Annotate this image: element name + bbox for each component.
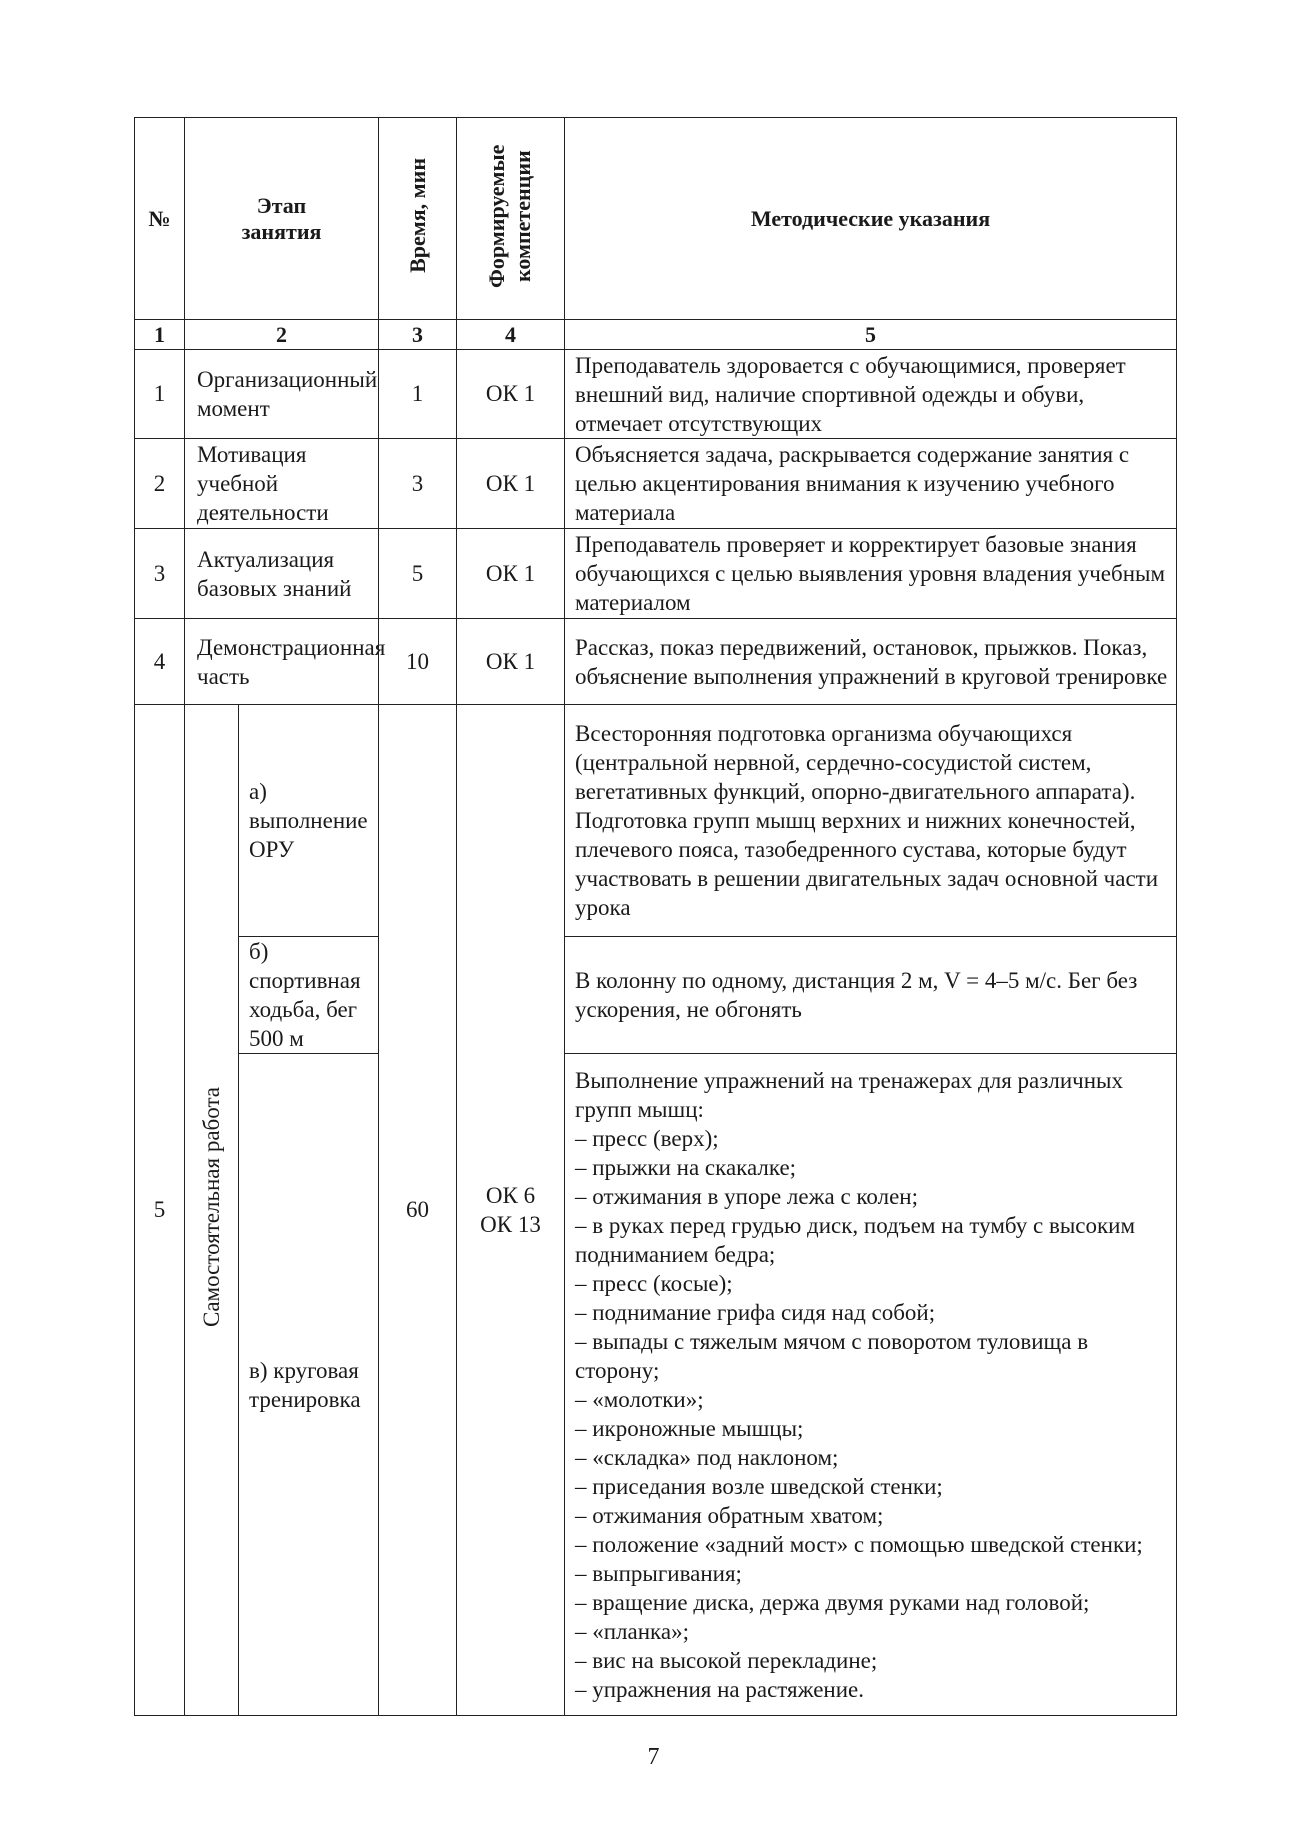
list-item: – «молотки»;: [575, 1386, 704, 1412]
subrow-guidelines: Всесторонняя подготовка организма обучающихся (центральной нервной, сердечно-сосудистой систем, вегетативных функций, опорно-двигательного аппарата). Подготовка групп мышц верхних и нижних конечностей, плечевого пояса, тазобедренного сустава, которые будут участвовать в решении двигательных задач основной части урока: [565, 705, 1177, 937]
row-time: 10: [379, 619, 457, 705]
table-row: [135, 529, 1177, 619]
list-item: – отжимания обратным хватом;: [575, 1502, 884, 1528]
row-competencies: ОК 1: [457, 439, 565, 529]
subrow-stage: а) выполнение ОРУ: [239, 705, 379, 937]
list-item: – вис на высокой перекладине;: [575, 1647, 878, 1673]
list-item: – положение «задний мост» с помощью шведской стенки;: [575, 1531, 1143, 1557]
list-item: – прыжки на скакалке;: [575, 1154, 797, 1180]
list-item: – «складка» под наклоном;: [575, 1444, 839, 1470]
list-item: – пресс (косые);: [575, 1270, 733, 1296]
list-item: – отжимания в упоре лежа с колен;: [575, 1183, 918, 1209]
list-item: – поднимание грифа сидя над собой;: [575, 1299, 936, 1325]
stage-group-text: Самостоятельная работа: [198, 1087, 224, 1327]
table-row: [135, 619, 1177, 705]
table-subrow: [135, 937, 1177, 1054]
subrow-stage: б) спортивная ходьба, бег 500 м: [239, 937, 379, 1054]
row-stage: Мотивация учебной деятельности: [185, 439, 379, 529]
table-row: [135, 350, 1177, 439]
row-time: 60: [379, 705, 457, 1716]
header-stage: [185, 118, 379, 320]
row-time: 3: [379, 439, 457, 529]
page-number: 7: [647, 1744, 660, 1770]
list-item: – в руках перед грудью диск, подъем на тумбу с высоким подниманием бедра;: [575, 1212, 1136, 1267]
list-item: – вращение диска, держа двумя руками над головой;: [575, 1589, 1090, 1615]
list-item: – «планка»;: [575, 1618, 689, 1644]
row-stage: Демонстрационная часть: [185, 619, 379, 705]
row-competencies: ОК 1: [457, 619, 565, 705]
header-competencies-text: Формируемые компетенции: [483, 143, 535, 288]
column-number-4: 4: [457, 320, 565, 350]
header-time: [379, 118, 457, 320]
table-row: [135, 705, 1177, 937]
list-item: – выпады с тяжелым мячом с поворотом туловища в сторону;: [575, 1328, 1089, 1383]
table-subrow: [135, 1054, 1177, 1716]
table-row: [135, 439, 1177, 529]
row-guidelines: Преподаватель здоровается с обучающимися, проверяет внешний вид, наличие спортивной одежды и обуви, отмечает отсутствующих: [565, 350, 1177, 439]
column-number-row: [135, 320, 1177, 350]
subrow-guidelines: [565, 1054, 1177, 1716]
column-number-5: 5: [565, 320, 1177, 350]
header-time-text: Время, мин: [404, 158, 430, 273]
row-stage-group: [185, 705, 239, 1716]
row-guidelines: Преподаватель проверяет и корректирует базовые знания обучающихся с целью выявления уровня владения учебным материалом: [565, 529, 1177, 619]
header-num: №: [135, 118, 185, 320]
lesson-plan-table: [134, 117, 1177, 1716]
row-competencies: ОК 1: [457, 350, 565, 439]
row-time: 1: [379, 350, 457, 439]
subrow-stage: в) круговая тренировка: [239, 1054, 379, 1716]
header-competencies: [457, 118, 565, 320]
column-number-3: 3: [379, 320, 457, 350]
competency-line: ОК 13: [480, 1212, 541, 1237]
header-row: [135, 118, 1177, 320]
list-item: – приседания возле шведской стенки;: [575, 1473, 943, 1499]
column-number-1: 1: [135, 320, 185, 350]
row-time: 5: [379, 529, 457, 619]
row-competencies: [457, 705, 565, 1716]
exercise-intro: Выполнение упражнений на тренажерах для различных групп мышц:: [575, 1067, 1123, 1122]
competency-line: ОК 6: [485, 1183, 536, 1208]
row-num: 5: [135, 705, 185, 1716]
header-stage-text: Этап занятия: [241, 192, 322, 244]
list-item: – пресс (верх);: [575, 1125, 719, 1151]
row-competencies: ОК 1: [457, 529, 565, 619]
header-guidelines: Методические указания: [565, 118, 1177, 320]
row-num: 2: [135, 439, 185, 529]
row-guidelines: Объясняется задача, раскрывается содержание занятия с целью акцентирования внимания к изучению учебного материала: [565, 439, 1177, 529]
row-stage: Актуализация базовых знаний: [185, 529, 379, 619]
column-number-2: 2: [185, 320, 379, 350]
row-num: 4: [135, 619, 185, 705]
list-item: – выпрыгивания;: [575, 1560, 742, 1586]
list-item: – упражнения на растяжение.: [575, 1676, 865, 1702]
subrow-guidelines: В колонну по одному, дистанция 2 м, V = 4–5 м/с. Бег без ускорения, не обгонять: [565, 937, 1177, 1054]
row-guidelines: Рассказ, показ передвижений, остановок, прыжков. Показ, объяснение выполнения упражнений в круговой тренировке: [565, 619, 1177, 705]
list-item: – икроножные мышцы;: [575, 1415, 804, 1441]
row-num: 1: [135, 350, 185, 439]
row-num: 3: [135, 529, 185, 619]
row-stage: Организационный момент: [185, 350, 379, 439]
